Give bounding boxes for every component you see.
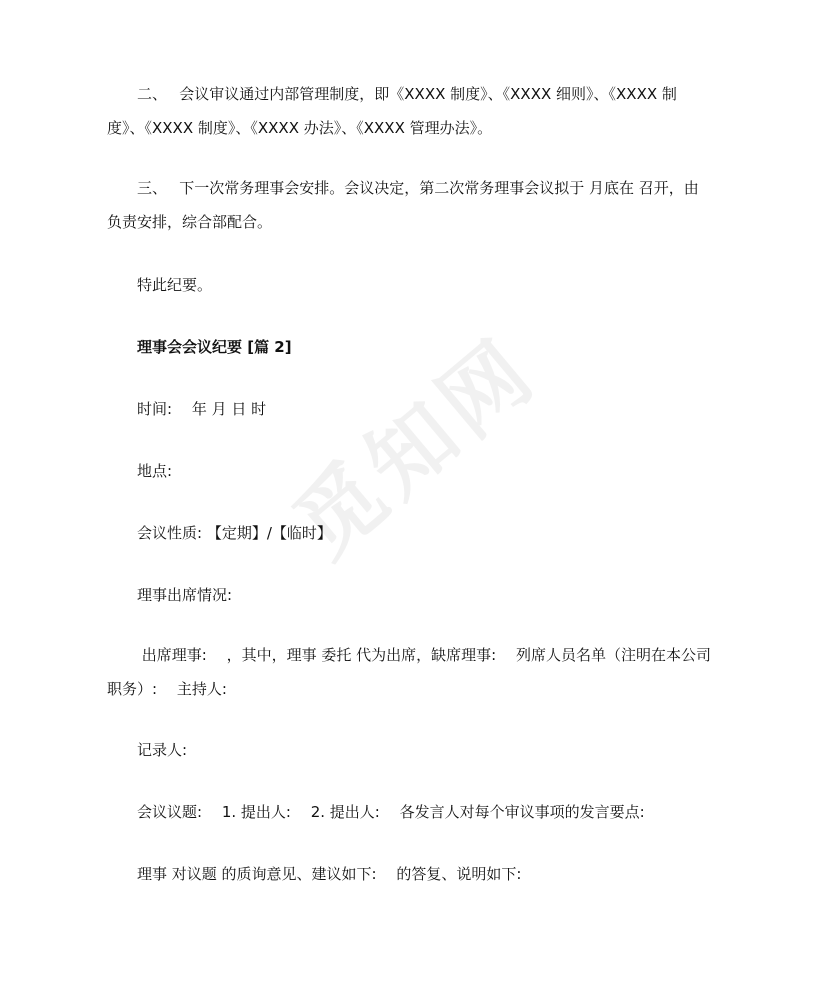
attendance-line-2: 职务）: 主持人: (107, 680, 227, 698)
meeting-type-field: 会议性质: 【定期】/【临时】 (107, 524, 332, 542)
watermark: 觅知网 (275, 319, 557, 578)
item-three-line-2: 负责安排，综合部配合。 (107, 213, 273, 231)
location-field: 地点: (107, 462, 173, 480)
inquiry-field: 理事 对议题 的质询意见、建议如下: 的答复、说明如下: (107, 865, 522, 883)
closing-note: 特此纪要。 (107, 276, 213, 294)
agenda-field: 会议议题: 1. 提出人: 2. 提出人: 各发言人对每个审议事项的发言要点: (107, 803, 645, 821)
recorder-field: 记录人: (107, 741, 188, 759)
attendance-heading: 理事出席情况: (107, 586, 233, 604)
section-heading: 理事会会议纪要 [篇 2] (107, 338, 292, 356)
item-two-line-1: 二、 会议审议通过内部管理制度，即《XXXX 制度》、《XXXX 细则》、《XXXX 制 (107, 85, 677, 103)
attendance-line-1: 出席理事: ，其中，理事 委托 代为出席，缺席理事: 列席人员名单（注明在本公司 (107, 646, 711, 664)
item-three-line-1: 三、 下一次常务理事会安排。会议决定，第二次常务理事会议拟于 月底在 召开，由 (107, 179, 699, 197)
item-two-line-2: 度》、《XXXX 制度》、《XXXX 办法》、《XXXX 管理办法》。 (107, 119, 493, 137)
time-field: 时间: 年 月 日 时 (107, 400, 267, 418)
